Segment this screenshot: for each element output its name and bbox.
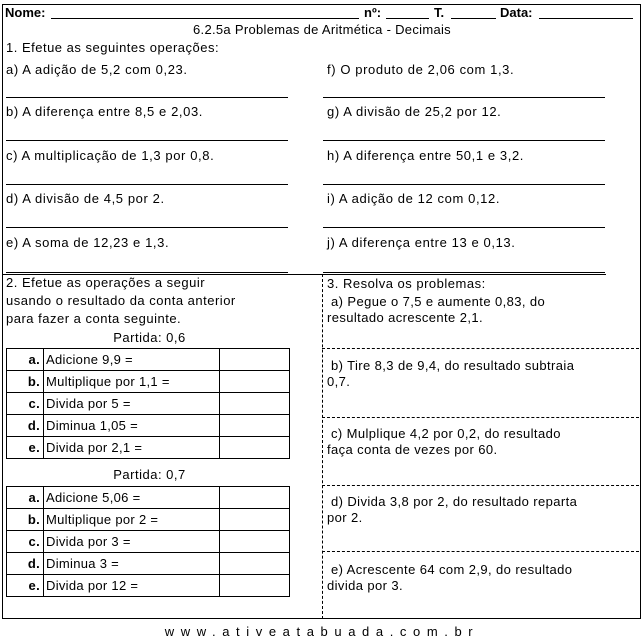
answer-line-e[interactable] — [6, 272, 288, 273]
table-row — [7, 415, 290, 437]
table-row — [7, 437, 290, 459]
section2-instruction-line1: 2. Efetue as operações a seguir — [6, 275, 206, 290]
problem-b-line1: b) Tire 8,3 de 9,4, do resultado subtraia — [327, 358, 575, 373]
operation-i: i) A adição de 12 com 0,12. — [327, 191, 501, 206]
operation-e: e) A soma de 12,23 e 1,3. — [6, 235, 170, 250]
table-row — [7, 393, 290, 415]
problem-divider — [322, 551, 639, 552]
operation-j: j) A diferença entre 13 e 0,13. — [327, 235, 516, 250]
header-date-label: Data: — [500, 5, 533, 20]
row-operation: Divida por 12 = — [44, 575, 220, 597]
problem-e-line1: e) Acrescente 64 com 2,9, do resultado — [327, 562, 573, 577]
answer-cell[interactable] — [220, 393, 290, 415]
section2-instruction-line2: usando o resultado da conta anterior — [6, 293, 236, 308]
answer-line-d[interactable] — [6, 227, 288, 228]
number-field[interactable] — [386, 18, 429, 19]
answer-line-g[interactable] — [323, 140, 605, 141]
chain2-start: Partida: 0,7 — [113, 467, 186, 482]
section3-left-border — [322, 274, 323, 619]
answer-cell[interactable] — [220, 531, 290, 553]
operation-b: b) A diferença entre 8,5 e 2,03. — [6, 104, 203, 119]
row-operation: Multiplique por 2 = — [44, 509, 220, 531]
footer-website: www.ativeatabuada.com.br — [164, 624, 480, 639]
row-letter: a. — [7, 487, 44, 509]
operation-c: c) A multiplicação de 1,3 por 0,8. — [6, 148, 215, 163]
operation-h: h) A diferença entre 50,1 e 3,2. — [327, 148, 524, 163]
row-letter: e. — [7, 575, 44, 597]
section1-instruction: 1. Efetue as seguintes operações: — [6, 40, 220, 55]
table-row — [7, 371, 290, 393]
table-row — [7, 553, 290, 575]
table-row — [7, 575, 290, 597]
section2-instruction-line3: para fazer a conta seguinte. — [6, 311, 182, 326]
row-operation: Divida por 2,1 = — [44, 437, 220, 459]
row-letter: e. — [7, 437, 44, 459]
class-field[interactable] — [451, 18, 496, 19]
problem-divider — [322, 485, 639, 486]
table-row — [7, 349, 290, 371]
table-row — [7, 531, 290, 553]
row-letter: d. — [7, 553, 44, 575]
row-letter: b. — [7, 371, 44, 393]
problem-d-line1: d) Divida 3,8 por 2, do resultado reparta — [327, 494, 578, 509]
problem-d-line2: por 2. — [327, 510, 363, 525]
row-operation: Divida por 3 = — [44, 531, 220, 553]
problem-c-line1: c) Mulplique 4,2 por 0,2, do resultado — [327, 426, 561, 441]
answer-cell[interactable] — [220, 553, 290, 575]
header-number-label: nº: — [364, 5, 382, 20]
row-letter: a. — [7, 349, 44, 371]
answer-cell[interactable] — [220, 349, 290, 371]
problem-c-line2: faça conta de vezes por 60. — [327, 442, 498, 457]
answer-line-c[interactable] — [6, 184, 288, 185]
answer-cell[interactable] — [220, 509, 290, 531]
answer-line-i[interactable] — [323, 227, 605, 228]
row-letter: d. — [7, 415, 44, 437]
problem-e-line2: divida por 3. — [327, 578, 404, 593]
worksheet-title: 6.2.5a Problemas de Aritmética - Decimais — [193, 22, 451, 37]
operation-f: f) O produto de 2,06 com 1,3. — [327, 62, 515, 77]
problem-a — [327, 294, 639, 326]
operation-a: a) A adição de 5,2 com 0,23. — [6, 62, 188, 77]
answer-line-b[interactable] — [6, 140, 288, 141]
header-name-label: Nome: — [5, 5, 46, 20]
problem-b-line2: 0,7. — [327, 374, 351, 389]
answer-line-j[interactable] — [323, 272, 605, 273]
problem-e — [327, 562, 639, 594]
header-class-label: T. — [434, 5, 445, 20]
operation-d: d) A divisão de 4,5 por 2. — [6, 191, 165, 206]
answer-cell[interactable] — [220, 437, 290, 459]
answer-cell[interactable] — [220, 487, 290, 509]
answer-line-f[interactable] — [323, 97, 605, 98]
problem-divider — [322, 348, 639, 349]
row-operation: Adicione 5,06 = — [44, 487, 220, 509]
row-operation: Divida por 5 = — [44, 393, 220, 415]
operation-g: g) A divisão de 25,2 por 12. — [327, 104, 502, 119]
problem-divider — [322, 417, 639, 418]
chain1-start: Partida: 0,6 — [113, 330, 186, 345]
date-field[interactable] — [539, 18, 633, 19]
problem-b — [327, 358, 639, 390]
table-row — [7, 487, 290, 509]
problem-a-line2: resultado acrescente 2,1. — [327, 310, 483, 325]
chain2-table — [6, 486, 290, 597]
table-row — [7, 509, 290, 531]
row-letter: c. — [7, 393, 44, 415]
row-operation: Adicione 9,9 = — [44, 349, 220, 371]
problem-a-line1: a) Pegue o 7,5 e aumente 0,83, do — [327, 294, 546, 309]
row-operation: Diminua 3 = — [44, 553, 220, 575]
problem-c — [327, 426, 639, 458]
row-letter: b. — [7, 509, 44, 531]
section3-instruction: 3. Resolva os problemas: — [327, 276, 486, 291]
name-field[interactable] — [51, 18, 359, 19]
answer-cell[interactable] — [220, 415, 290, 437]
answer-line-a[interactable] — [6, 97, 288, 98]
row-letter: c. — [7, 531, 44, 553]
section3-top-border — [322, 274, 606, 275]
chain1-table — [6, 348, 290, 459]
problem-d — [327, 494, 639, 526]
row-operation: Diminua 1,05 = — [44, 415, 220, 437]
answer-line-h[interactable] — [323, 184, 605, 185]
answer-cell[interactable] — [220, 371, 290, 393]
row-operation: Multiplique por 1,1 = — [44, 371, 220, 393]
answer-cell[interactable] — [220, 575, 290, 597]
